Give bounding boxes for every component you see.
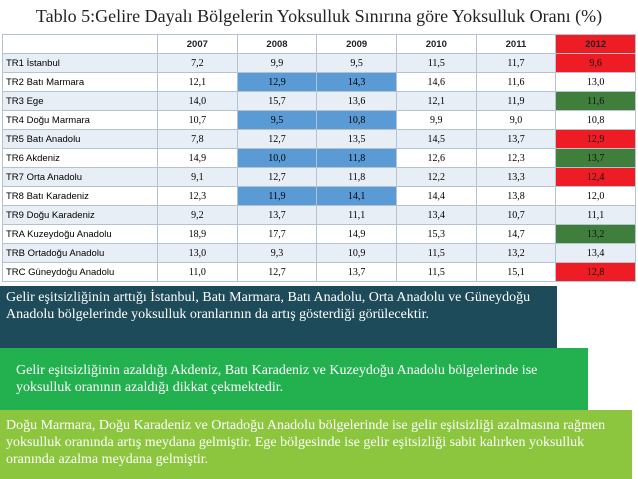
- value-cell-highlight-blue: 11,9: [237, 187, 317, 206]
- value-cell: 12,7: [237, 168, 317, 187]
- region-cell: TR3 Ege: [3, 92, 158, 111]
- value-cell-highlight-blue: 12,9: [237, 73, 317, 92]
- value-cell: 13,2: [476, 244, 556, 263]
- value-cell: 9,5: [317, 54, 397, 73]
- value-cell: 7,8: [158, 130, 238, 149]
- value-cell: 17,7: [237, 225, 317, 244]
- column-header-2009: 2009: [317, 35, 397, 54]
- value-cell-highlight-green: 13,7: [556, 149, 636, 168]
- region-cell: TRC Güneydoğu Anadolu: [3, 263, 158, 282]
- column-header-2008: 2008: [237, 35, 317, 54]
- value-cell: 12,6: [396, 149, 476, 168]
- value-cell-highlight-blue: 10,0: [237, 149, 317, 168]
- value-cell: 11,6: [476, 73, 556, 92]
- table-row: [3, 92, 636, 111]
- value-cell: 10,9: [317, 244, 397, 263]
- value-cell: 9,9: [396, 111, 476, 130]
- value-cell: 13,0: [158, 244, 238, 263]
- poverty-rate-table: [2, 34, 636, 282]
- value-cell: 9,9: [237, 54, 317, 73]
- value-cell: 11,5: [396, 244, 476, 263]
- note-box-increase: Gelir eşitsizliğinin arttığı İstanbul, Batı Marmara, Batı Anadolu, Orta Anadolu ve Güneydoğu Anadolu bölgelerinde yoksulluk oranlarının da artış gösterdiği görülecektir.: [0, 286, 557, 348]
- table-row: [3, 54, 636, 73]
- region-cell: TR1 İstanbul: [3, 54, 158, 73]
- value-cell-highlight-blue: 14,3: [317, 73, 397, 92]
- value-cell: 7,2: [158, 54, 238, 73]
- value-cell: 10,8: [556, 111, 636, 130]
- table-row: [3, 187, 636, 206]
- table-row: [3, 111, 636, 130]
- value-cell: 11,1: [556, 206, 636, 225]
- column-header-2011: 2011: [476, 35, 556, 54]
- value-cell: 9,3: [237, 244, 317, 263]
- column-header-2010: 2010: [396, 35, 476, 54]
- value-cell: 13,3: [476, 168, 556, 187]
- table-row: [3, 149, 636, 168]
- table-row: [3, 73, 636, 92]
- region-cell: TR5 Batı Anadolu: [3, 130, 158, 149]
- value-cell: 11,5: [396, 54, 476, 73]
- table-header-row: [3, 35, 636, 54]
- value-cell: 12,7: [237, 130, 317, 149]
- value-cell: 14,6: [396, 73, 476, 92]
- value-cell-highlight-red: 9,6: [556, 54, 636, 73]
- region-cell: TR4 Doğu Marmara: [3, 111, 158, 130]
- value-cell: 13,4: [396, 206, 476, 225]
- region-cell: TR8 Batı Karadeniz: [3, 187, 158, 206]
- value-cell: 12,2: [396, 168, 476, 187]
- value-cell: 14,7: [476, 225, 556, 244]
- table-row: [3, 225, 636, 244]
- value-cell: 14,0: [158, 92, 238, 111]
- value-cell: 13,6: [317, 92, 397, 111]
- value-cell: 13,7: [476, 130, 556, 149]
- value-cell: 12,1: [396, 92, 476, 111]
- table-row: [3, 168, 636, 187]
- value-cell-highlight-green: 13,2: [556, 225, 636, 244]
- table-row: [3, 244, 636, 263]
- region-cell: TR6 Akdeniz: [3, 149, 158, 168]
- value-cell: 9,1: [158, 168, 238, 187]
- value-cell: 11,8: [317, 168, 397, 187]
- value-cell: 15,7: [237, 92, 317, 111]
- column-header-2012: 2012: [556, 35, 636, 54]
- value-cell: 12,3: [158, 187, 238, 206]
- region-cell: TRB Ortadoğu Anadolu: [3, 244, 158, 263]
- value-cell: 9,0: [476, 111, 556, 130]
- value-cell: 13,8: [476, 187, 556, 206]
- value-cell: 12,0: [556, 187, 636, 206]
- value-cell: 12,3: [476, 149, 556, 168]
- value-cell: 10,7: [476, 206, 556, 225]
- value-cell: 9,2: [158, 206, 238, 225]
- value-cell: 14,9: [317, 225, 397, 244]
- value-cell: 13,7: [237, 206, 317, 225]
- value-cell: 14,4: [396, 187, 476, 206]
- region-column-header: [3, 35, 158, 54]
- table-row: [3, 263, 636, 282]
- value-cell: 14,9: [158, 149, 238, 168]
- value-cell: 11,7: [476, 54, 556, 73]
- value-cell: 11,1: [317, 206, 397, 225]
- table-row: [3, 206, 636, 225]
- table-row: [3, 130, 636, 149]
- value-cell: 14,5: [396, 130, 476, 149]
- value-cell-highlight-blue: 14,1: [317, 187, 397, 206]
- value-cell-highlight-red: 12,9: [556, 130, 636, 149]
- table-title: Tablo 5:Gelire Dayalı Bölgelerin Yoksulluk Sınırına göre Yoksulluk Oranı (%): [35, 6, 603, 26]
- value-cell: 15,1: [476, 263, 556, 282]
- value-cell-highlight-green: 11,6: [556, 92, 636, 111]
- value-cell: 11,5: [396, 263, 476, 282]
- value-cell: 13,0: [556, 73, 636, 92]
- value-cell-highlight-blue: 9,5: [237, 111, 317, 130]
- value-cell: 11,9: [476, 92, 556, 111]
- value-cell: 13,7: [317, 263, 397, 282]
- value-cell-highlight-blue: 10,8: [317, 111, 397, 130]
- value-cell: 12,7: [237, 263, 317, 282]
- value-cell-highlight-blue: 11,8: [317, 149, 397, 168]
- note-box-mixed: Doğu Marmara, Doğu Karadeniz ve Ortadoğu Anadolu bölgelerinde ise gelir eşitsizliği azalmasına rağmen yoksulluk oranında artış meydana gelmiştir. Ege bölgesinde ise gelir eşitsizliği sabit kalırken yoksulluk oranında azalma meydana gelmiştir.: [0, 410, 632, 479]
- note-box-decrease: Gelir eşitsizliğinin azaldığı Akdeniz, Batı Karadeniz ve Kuzeydoğu Anadolu bölgelerinde ise yoksulluk oranının azaldığı dikkat çekmektedir.: [0, 348, 588, 410]
- region-cell: TRA Kuzeydoğu Anadolu: [3, 225, 158, 244]
- value-cell-highlight-red: 12,4: [556, 168, 636, 187]
- region-cell: TR2 Batı Marmara: [3, 73, 158, 92]
- value-cell: 18,9: [158, 225, 238, 244]
- value-cell: 15,3: [396, 225, 476, 244]
- column-header-2007: 2007: [158, 35, 238, 54]
- value-cell: 10,7: [158, 111, 238, 130]
- value-cell: 11,0: [158, 263, 238, 282]
- region-cell: TR7 Orta Anadolu: [3, 168, 158, 187]
- value-cell: 13,4: [556, 244, 636, 263]
- value-cell: 12,1: [158, 73, 238, 92]
- region-cell: TR9 Doğu Karadeniz: [3, 206, 158, 225]
- value-cell: 13,5: [317, 130, 397, 149]
- value-cell-highlight-red: 12,8: [556, 263, 636, 282]
